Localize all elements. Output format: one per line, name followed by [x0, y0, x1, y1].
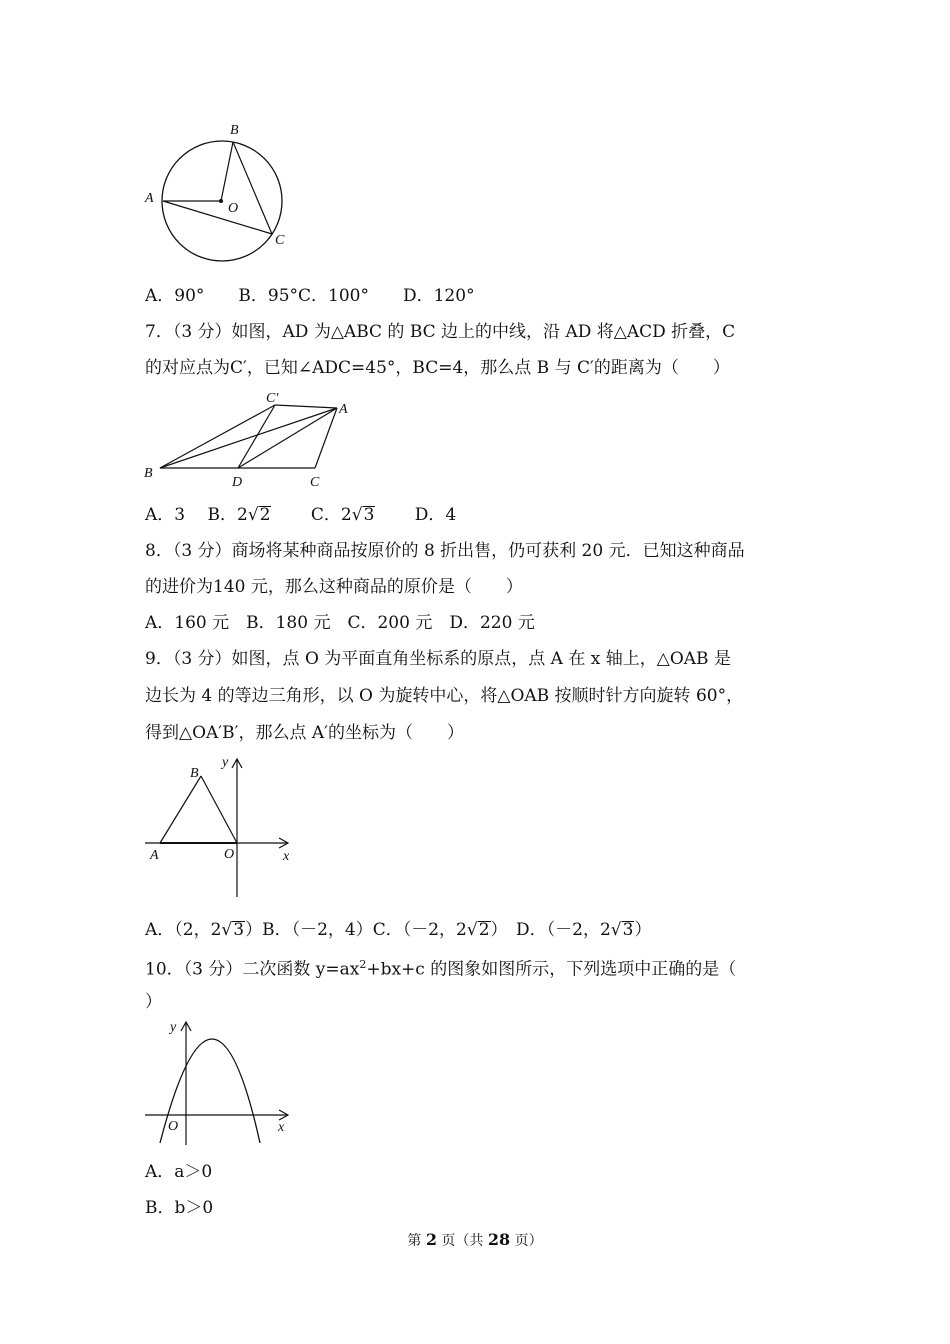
label-c: C	[310, 475, 320, 490]
segment-ac	[163, 201, 272, 234]
sqrt-symbol: √	[221, 920, 233, 940]
label-b: B	[230, 123, 239, 138]
q9-opt-a-prefix: A．（2，2	[145, 920, 222, 940]
segment-bo	[201, 776, 237, 843]
label-o: O	[224, 847, 235, 862]
q8-line2: 的进价为140 元，那么这种商品的原价是（ ）	[145, 577, 523, 597]
q9-opt-b: ）B．（－2，4）C．（－2，2	[245, 920, 467, 940]
segment-cpa	[275, 405, 337, 408]
q7-line2: 的对应点为C′，已知∠ADC=45°，BC=4，那么点 B 与 C′的距离为（ ）	[145, 358, 730, 378]
segment-bcp	[160, 405, 275, 468]
segment-ab	[160, 776, 201, 843]
q10-line1-pre: 10．（3 分）二次函数 y=ax	[145, 959, 360, 980]
q7-opt-d: D．4	[414, 505, 457, 525]
segment-ob	[221, 142, 233, 201]
label-y: y	[170, 1020, 177, 1035]
label-b: B	[144, 466, 153, 481]
label-x: x	[278, 1120, 285, 1135]
q7-opt-a: A．3	[145, 505, 186, 525]
q6-options: A．90° B．95°C．100° D．120°	[145, 286, 475, 306]
sqrt-symbol: √	[351, 505, 363, 525]
q7-opt-b-radicand: 2	[259, 505, 271, 525]
footer-prefix: 第	[407, 1233, 426, 1249]
circle-figure	[140, 118, 300, 278]
label-a: A	[145, 191, 154, 206]
q9-opt-d-suffix: ）	[634, 920, 652, 940]
footer-mid: 页（共	[436, 1233, 488, 1249]
sqrt-symbol: √	[247, 505, 259, 525]
center-point	[219, 199, 223, 203]
coordinate-figure	[140, 752, 300, 902]
label-a: A	[339, 402, 348, 417]
q9-opt-d-prefix: ） D．（－2，2	[490, 920, 611, 940]
label-c-prime: C′	[266, 391, 279, 406]
q10-opt-a: A．a＞0	[145, 1162, 213, 1182]
page-footer	[0, 1230, 950, 1250]
label-b: B	[190, 766, 199, 781]
label-a: A	[150, 848, 159, 863]
q10-line1	[145, 955, 736, 980]
q8-options: A．160 元 B．180 元 C．200 元 D．220 元	[145, 613, 535, 633]
q7-opt-b-prefix: B．2	[207, 505, 248, 525]
q9-options	[145, 920, 651, 940]
total-pages: 28	[487, 1230, 511, 1249]
segment-ba	[160, 408, 337, 468]
q8-line1: 8．（3 分）商场将某种商品按原价的 8 折出售，仍可获利 20 元．已知这种商品	[145, 541, 745, 561]
q10-superscript: 2	[359, 958, 367, 971]
current-page: 2	[425, 1230, 437, 1249]
label-x: x	[283, 849, 290, 864]
q9-line2: 边长为 4 的等边三角形，以 O 为旋转中心，将△OAB 按顺时针方向旋转 60°，	[145, 686, 744, 706]
q9-opt-a-radicand: 3	[233, 920, 245, 940]
q7-opt-b	[208, 505, 272, 525]
q10-line2: ）	[145, 992, 162, 1012]
q10-line1-post: +bx+c 的图象如图所示，下列选项中正确的是（	[366, 959, 737, 980]
label-o: O	[168, 1119, 179, 1134]
footer-suffix: 页）	[510, 1233, 543, 1249]
parabola-figure	[140, 1015, 300, 1150]
q7-options	[145, 505, 456, 525]
q7-opt-c-radicand: 3	[363, 505, 375, 525]
q7-opt-c-prefix: C．2	[310, 505, 352, 525]
segment-bc	[233, 142, 272, 234]
label-d: D	[232, 475, 243, 490]
q9-opt-c-radicand: 2	[478, 920, 490, 940]
label-c: C	[275, 233, 285, 248]
segment-dcp	[238, 405, 275, 468]
q10-opt-b: B．b＞0	[145, 1198, 214, 1218]
sqrt-symbol: √	[610, 920, 622, 940]
q9-line3: 得到△OA′B′，那么点 A′的坐标为（ ）	[145, 723, 465, 743]
q7-line1: 7．（3 分）如图，AD 为△ABC 的 BC 边上的中线，沿 AD 将△ACD 折叠，C	[145, 322, 736, 342]
q7-opt-c	[311, 505, 376, 525]
q9-opt-d-radicand: 3	[622, 920, 634, 940]
label-o: O	[228, 201, 239, 216]
fold-figure	[140, 388, 370, 493]
label-y: y	[222, 755, 229, 770]
segment-ac	[315, 408, 337, 468]
sqrt-symbol: √	[466, 920, 478, 940]
q9-line1: 9．（3 分）如图，点 O 为平面直角坐标系的原点，点 A 在 x 轴上，△OAB 是	[145, 649, 731, 669]
